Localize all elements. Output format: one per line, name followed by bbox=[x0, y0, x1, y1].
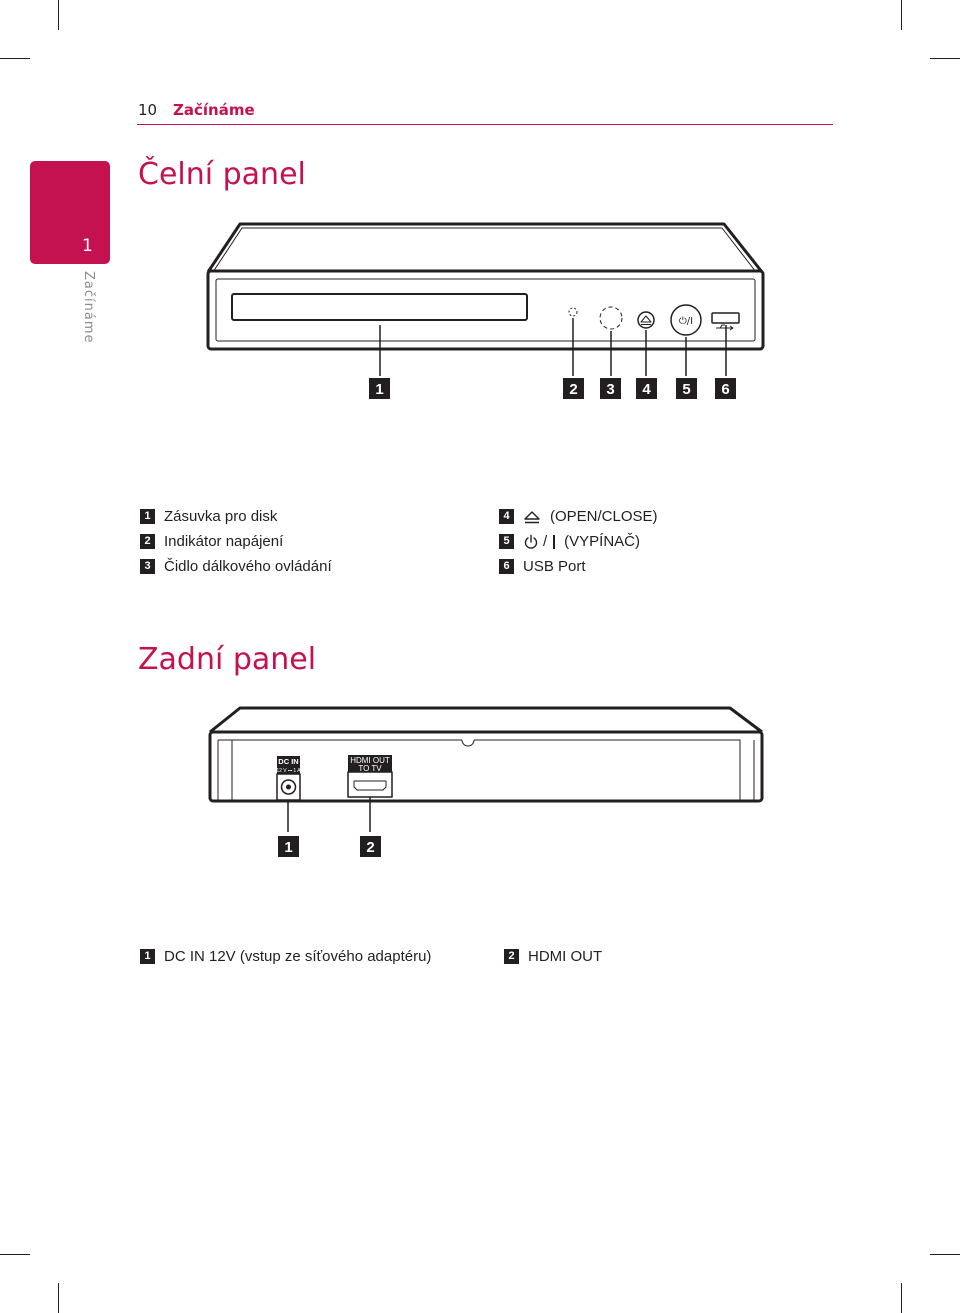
power-button-label: ⏻/I bbox=[678, 316, 694, 327]
legend-item bbox=[499, 504, 658, 529]
chapter-number: 1 bbox=[82, 236, 93, 256]
legend-text: HDMI OUT bbox=[528, 948, 603, 965]
callout-3: 3 bbox=[606, 381, 615, 398]
hdmi-out-label: HDMI OUT bbox=[350, 756, 390, 765]
standby-bar-icon bbox=[553, 535, 555, 549]
legend-item bbox=[140, 529, 332, 554]
legend-number: 4 bbox=[499, 509, 514, 524]
legend-number: 1 bbox=[140, 509, 155, 524]
legend-item bbox=[499, 554, 658, 579]
front-panel-drawing bbox=[208, 224, 763, 376]
running-header: Začínáme bbox=[173, 101, 255, 119]
legend-separator: / bbox=[543, 533, 548, 550]
eject-icon bbox=[523, 510, 541, 524]
power-icon bbox=[523, 534, 539, 550]
rear-legend-left bbox=[140, 944, 431, 969]
front-panel-title: Čelní panel bbox=[138, 157, 306, 192]
callout-2: 2 bbox=[569, 381, 578, 398]
remote-sensor bbox=[600, 307, 622, 329]
legend-text: Zásuvka pro disk bbox=[164, 508, 278, 525]
callout-4: 4 bbox=[642, 381, 651, 398]
rear-panel-title: Zadní panel bbox=[138, 642, 317, 677]
legend-number: 2 bbox=[140, 534, 155, 549]
front-legend-right bbox=[499, 504, 658, 579]
front-callouts bbox=[369, 378, 736, 399]
callout-5: 5 bbox=[682, 381, 691, 398]
power-indicator bbox=[569, 308, 577, 316]
dc-in-label: DC IN bbox=[278, 757, 299, 766]
callout-6: 6 bbox=[721, 381, 730, 398]
legend-number: 6 bbox=[499, 559, 514, 574]
rear-callout-1: 1 bbox=[284, 839, 293, 856]
legend-item bbox=[140, 944, 431, 969]
rear-callouts bbox=[278, 836, 381, 857]
legend-text: DC IN 12V (vstup ze síťového adaptéru) bbox=[164, 948, 432, 965]
legend-text: Čidlo dálkového ovládání bbox=[164, 558, 332, 575]
hdmi-to-tv-label: TO TV bbox=[358, 764, 382, 773]
dc-in-rating: 12 V ⎓ 1 A bbox=[276, 768, 301, 774]
legend-text: (OPEN/CLOSE) bbox=[550, 508, 658, 525]
disc-tray bbox=[232, 294, 527, 320]
callout-1: 1 bbox=[375, 381, 384, 398]
hdmi-port-frame bbox=[348, 772, 392, 797]
rear-legend-right bbox=[504, 944, 602, 969]
front-legend-left bbox=[140, 504, 332, 579]
legend-text: (VYPÍNAČ) bbox=[564, 533, 641, 550]
legend-number: 3 bbox=[140, 559, 155, 574]
legend-number: 1 bbox=[140, 949, 155, 964]
legend-text: Indikátor napájení bbox=[164, 533, 284, 550]
chapter-label: Začínáme bbox=[81, 271, 96, 344]
legend-item bbox=[499, 529, 658, 554]
legend-text: USB Port bbox=[523, 558, 586, 575]
rear-callout-2: 2 bbox=[366, 839, 375, 856]
legend-item bbox=[140, 554, 332, 579]
legend-number: 5 bbox=[499, 534, 514, 549]
legend-number: 2 bbox=[504, 949, 519, 964]
legend-item bbox=[140, 504, 332, 529]
hdmi-port bbox=[354, 781, 386, 790]
usb-port bbox=[712, 313, 739, 323]
legend-item bbox=[504, 944, 602, 969]
page-number: 10 bbox=[138, 101, 158, 119]
eject-button-drawing bbox=[638, 312, 654, 328]
